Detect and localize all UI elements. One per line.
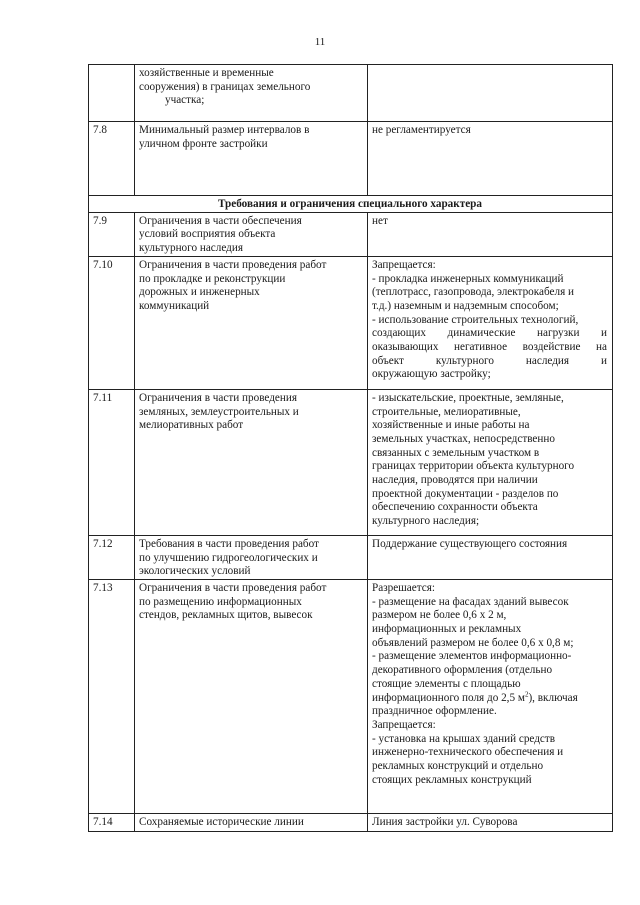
value-line: проектной документации - разделов по [372, 487, 559, 500]
requirement-line: хозяйственные и временные [139, 67, 274, 79]
requirement-line: Минимальный размер интервалов в [139, 124, 310, 136]
row-value [368, 65, 613, 122]
row-number: 7.8 [89, 122, 135, 196]
value-line: информационных и рекламных [372, 623, 522, 636]
requirement-line: коммуникаций [139, 299, 210, 312]
row-value [368, 212, 613, 256]
requirement-line: по размещению информационных [139, 595, 302, 608]
row-number: 7.11 [89, 389, 135, 535]
row-requirement [135, 65, 368, 122]
requirement-line: уличном фронте застройки [139, 137, 268, 150]
value-line: границах территории объекта культурного [372, 460, 575, 473]
value-line: объект культурного наследия и [372, 354, 607, 367]
value-line: Запрещается: [372, 718, 436, 731]
requirement-line: мелиоративных работ [139, 419, 244, 432]
value-line: - размещение элементов информационно- [372, 650, 572, 663]
value-line: - использование строительных технологий, [372, 313, 579, 326]
row-requirement [135, 579, 368, 813]
value-line: - прокладка инженерных коммуникаций [372, 272, 564, 285]
value-line: размером не более 0,6 х 2 м, [372, 609, 507, 622]
value-line: инженерно-технического обеспечения и [372, 746, 564, 759]
row-value [368, 256, 613, 389]
requirement-line: Ограничения в части проведения работ [139, 581, 327, 594]
table-row [89, 813, 613, 831]
requirement-line: сооружения) в границах земельного [139, 80, 311, 93]
row-requirement [135, 256, 368, 389]
section-header-row [89, 196, 613, 213]
value-line: - изыскательские, проектные, земляные, [372, 391, 564, 404]
requirement-line: культурного наследия [139, 242, 243, 255]
requirement-line: по улучшению гидрогеологических и [139, 551, 318, 564]
value-line: связанных с земельным участком в [372, 446, 540, 459]
table-row [89, 535, 613, 579]
row-requirement [135, 212, 368, 256]
row-value [368, 579, 613, 813]
requirement-line: Ограничения в части обеспечения [139, 214, 302, 227]
row-requirement [135, 389, 368, 535]
value-line: Поддержание существующего состояния [372, 537, 568, 550]
requirement-line: стендов, рекламных щитов, вывесок [139, 609, 313, 622]
value-line: - установка на крышах зданий средств [372, 732, 556, 745]
value-line: праздничное оформление. [372, 705, 497, 718]
value-line: т.д.) наземным и надземным способом; [372, 299, 559, 312]
row-value [368, 389, 613, 535]
value-line: земельных участках, непосредственно [372, 432, 555, 445]
table-row [89, 579, 613, 813]
requirement-line: земляных, землеустроительных и [139, 405, 299, 418]
row-number [89, 65, 135, 122]
row-number: 7.9 [89, 212, 135, 256]
requirements-table [88, 64, 613, 832]
row-requirement [135, 535, 368, 579]
row-value [368, 122, 613, 196]
table-row [89, 122, 613, 196]
row-number: 7.14 [89, 813, 135, 831]
section-header: Требования и ограничения специального характера [89, 196, 613, 213]
requirement-line: Требования в части проведения работ [139, 537, 319, 550]
requirement-line: участка; [165, 94, 205, 107]
requirement-line: условий восприятия объекта [139, 228, 276, 241]
value-line: Запрещается: [372, 258, 436, 271]
value-line: объявлений размером не более 0,6 х 0,8 м; [372, 636, 574, 649]
value-line: хозяйственные и иные работы на [372, 419, 530, 432]
requirement-line: дорожных и инженерных [139, 286, 260, 299]
area-line-superscript: 2 [524, 689, 529, 698]
requirement-line: Ограничения в части проведения [139, 391, 298, 404]
value-line: - размещение на фасадах зданий вывесок [372, 595, 569, 608]
requirement-line: по прокладке и реконструкции [139, 272, 286, 285]
value-line: создающих динамические нагрузки и [372, 327, 607, 340]
row-number: 7.13 [89, 579, 135, 813]
value-line: стоящих рекламных конструкций [372, 773, 532, 786]
value-line: не регламентируется [372, 124, 471, 136]
value-line: строительные, мелиоративные, [372, 405, 521, 418]
value-line: (теплотрасс, газопровода, электрокабеля и [372, 286, 575, 299]
page-number: 11 [314, 36, 326, 48]
value-line: рекламных конструкций и отдельно [372, 760, 544, 773]
row-value [368, 535, 613, 579]
row-requirement [135, 122, 368, 196]
row-value [368, 813, 613, 831]
table-row [89, 256, 613, 389]
requirement-line: Ограничения в части проведения работ [139, 258, 327, 271]
area-line-text: информационного поля до 2,5 м [372, 691, 525, 704]
value-line: декоративного оформления (отдельно [372, 664, 553, 677]
value-line: оказывающих негативное воздействие на [372, 341, 607, 354]
row-number: 7.10 [89, 256, 135, 389]
value-line: нет [372, 214, 388, 227]
table-row [89, 65, 613, 122]
requirement-line: экологических условий [139, 565, 251, 578]
value-line: Линия застройки ул. Суворова [372, 815, 518, 828]
value-line: Разрешается: [372, 581, 435, 594]
table-row [89, 212, 613, 256]
area-line-tail: ), включая [528, 691, 578, 704]
row-requirement [135, 813, 368, 831]
area-line [372, 689, 607, 706]
value-line: наследия, проводятся при наличии [372, 474, 538, 487]
value-line: стоящие элементы с площадью [372, 677, 521, 690]
value-line: культурного наследия; [372, 515, 480, 528]
row-number: 7.12 [89, 535, 135, 579]
value-line: окружающую застройку; [372, 368, 491, 381]
table-row [89, 389, 613, 535]
requirement-line: Сохраняемые исторические линии [139, 815, 304, 828]
value-line: обеспечению сохранности объекта [372, 501, 538, 514]
